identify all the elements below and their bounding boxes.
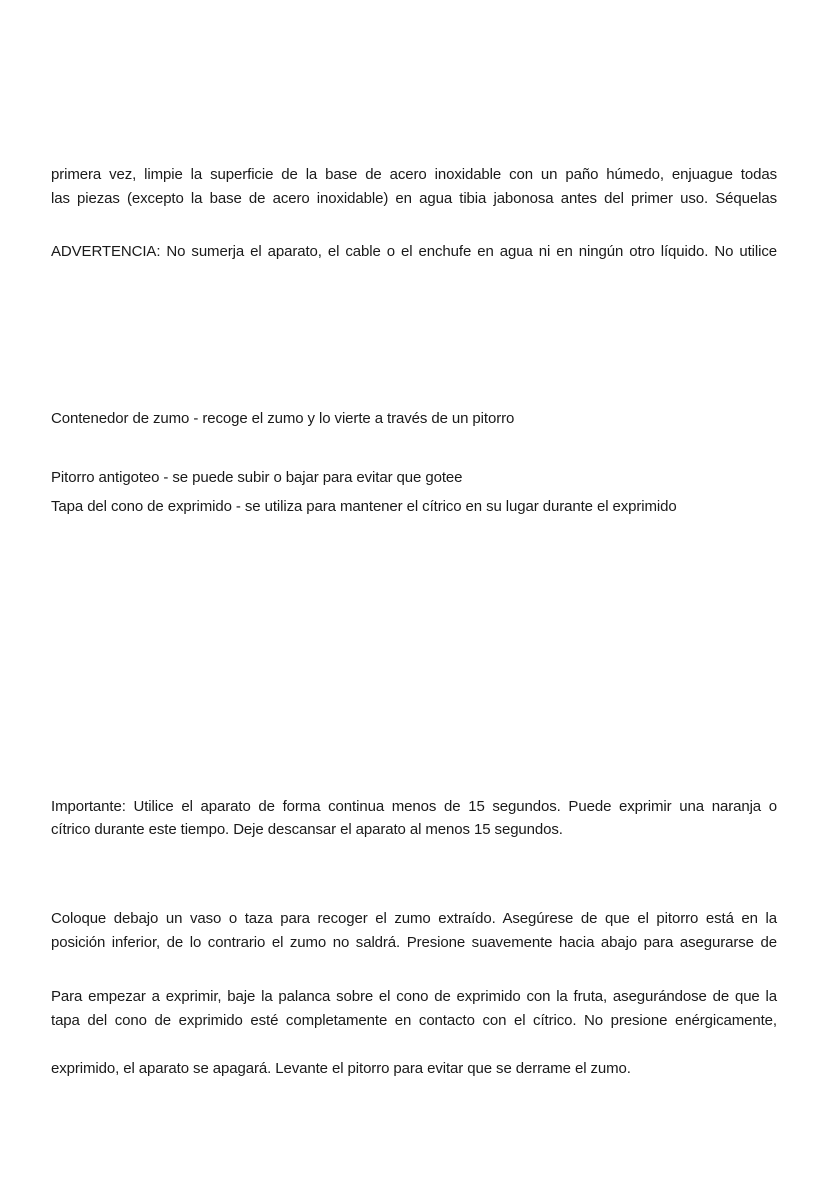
text-line-important-2: cítrico durante este tiempo. Deje descansar el aparato al menos 15 segundos. xyxy=(51,821,563,838)
text-line-important-1: Importante: Utilice el aparato de forma continua menos de 15 segundos. Puede exprimir una naranja o xyxy=(51,798,777,815)
text-line-finish: exprimido, el aparato se apagará. Levante el pitorro para evitar que se derrame el zumo. xyxy=(51,1060,631,1077)
text-line-squeeze-1: Para empezar a exprimir, baje la palanca sobre el cono de exprimido con la fruta, asegurándose de que la xyxy=(51,988,777,1005)
text-line-anti-drip-spout: Pitorro antigoteo - se puede subir o bajar para evitar que gotee xyxy=(51,469,463,486)
text-line-juice-container: Contenedor de zumo - recoge el zumo y lo vierte a través de un pitorro xyxy=(51,410,515,427)
text-line-squeeze-2: tapa del cono de exprimido esté completamente en contacto con el cítrico. No presione enérgicamente, xyxy=(51,1012,777,1029)
text-line-glass-1: Coloque debajo un vaso o taza para recoger el zumo extraído. Asegúrese de que el pitorro está en la xyxy=(51,910,777,927)
text-line-cleaning-2: las piezas (excepto la base de acero inoxidable) en agua tibia jabonosa antes del primer uso. Séquelas xyxy=(51,190,777,207)
text-line-warning: ADVERTENCIA: No sumerja el aparato, el cable o el enchufe en agua ni en ningún otro líquido. No utilice xyxy=(51,243,777,260)
text-line-glass-2: posición inferior, de lo contrario el zumo no saldrá. Presione suavemente hacia abajo para asegurarse de xyxy=(51,934,777,951)
text-line-cleaning-1: primera vez, limpie la superficie de la base de acero inoxidable con un paño húmedo, enjuague todas xyxy=(51,166,777,183)
text-line-cone-lid: Tapa del cono de exprimido - se utiliza para mantener el cítrico en su lugar durante el exprimido xyxy=(51,498,677,515)
